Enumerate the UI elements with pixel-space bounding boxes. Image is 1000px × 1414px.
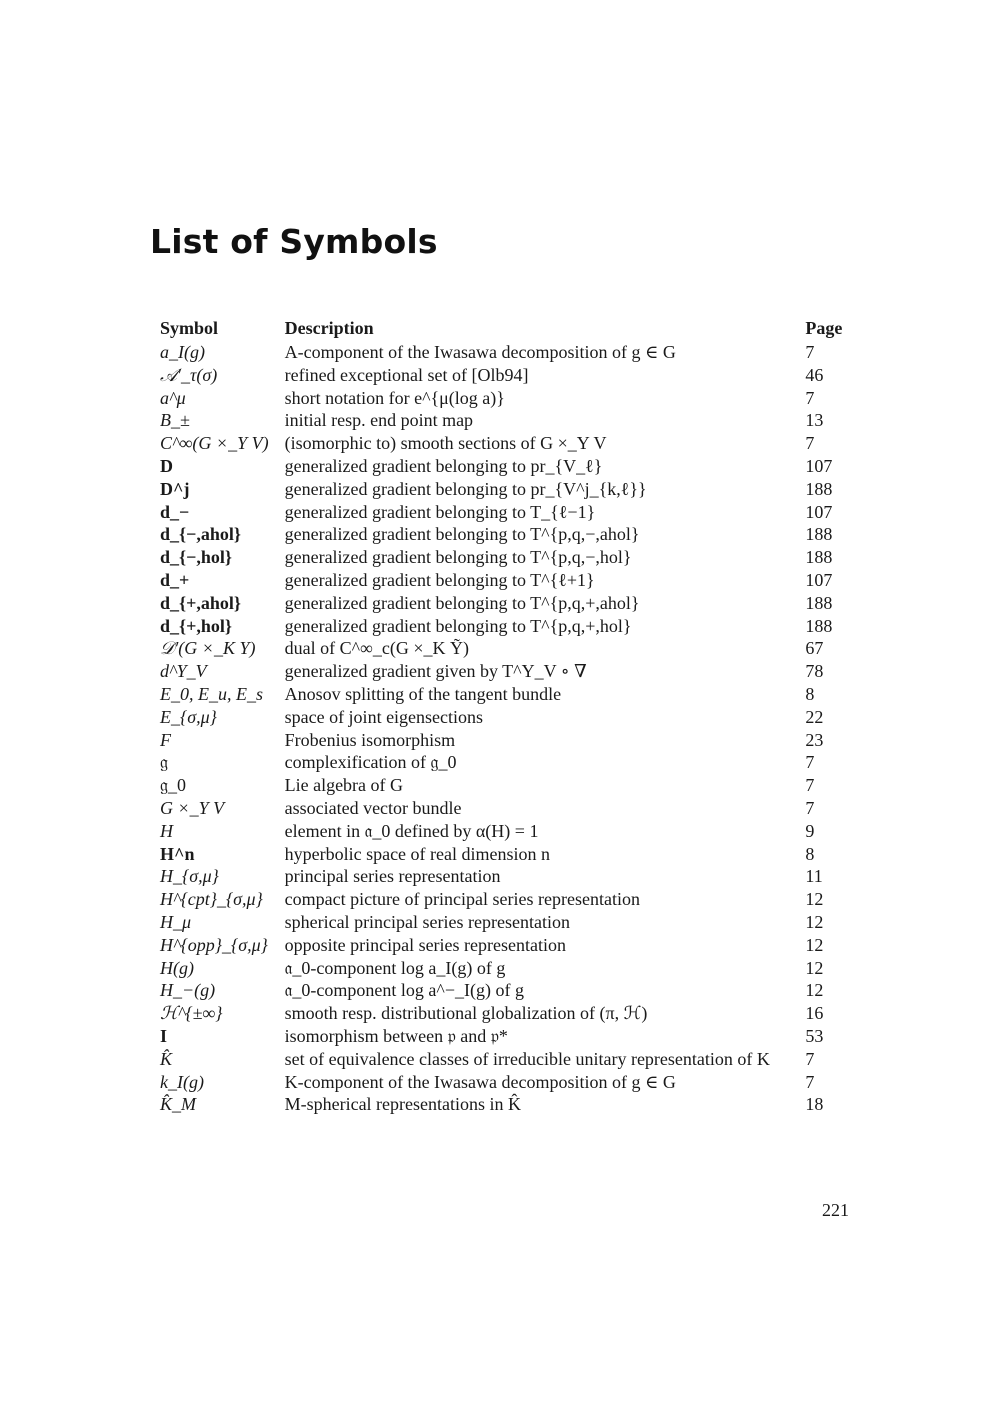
description-cell: short notation for e^{μ(log a)} (284, 387, 505, 408)
table-row (160, 637, 860, 660)
page-cell: 107 (805, 501, 833, 522)
page-cell: 107 (805, 455, 833, 476)
symbol-cell: C^∞(G ×_Υ V) (160, 433, 269, 454)
symbol-cell: a^μ (160, 387, 186, 408)
description-cell: K-component of the Iwasawa decomposition of g ∈ G (284, 1071, 676, 1092)
table-row (160, 478, 860, 501)
page-cell: 67 (805, 638, 824, 659)
table-row (160, 729, 860, 752)
symbol-cell: ℋ^{±∞} (160, 1003, 223, 1024)
description-cell: compact picture of principal series representation (284, 889, 640, 910)
description-cell: Lie algebra of G (284, 775, 404, 796)
page-cell: 7 (805, 433, 815, 454)
description-cell: initial resp. end point map (284, 410, 474, 431)
page-cell: 8 (805, 843, 815, 864)
symbol-table (160, 317, 860, 1116)
page-cell: 188 (805, 615, 833, 636)
page-cell: 8 (805, 683, 815, 704)
symbol-cell: d_{+,hol} (160, 615, 232, 636)
table-row (160, 957, 860, 980)
page-cell: 12 (805, 934, 824, 955)
table-row (160, 774, 860, 797)
symbol-cell: H_{σ,μ} (160, 866, 219, 887)
page-cell: 7 (805, 797, 815, 818)
description-cell: Anosov splitting of the tangent bundle (284, 683, 562, 704)
symbol-cell: d^Y_V (160, 661, 207, 682)
description-cell: complexification of 𝔤_0 (284, 752, 457, 773)
description-cell: hyperbolic space of real dimension n (284, 843, 551, 864)
description-cell: generalized gradient belonging to T^{p,q,+,hol} (284, 615, 632, 636)
page-cell: 107 (805, 569, 833, 590)
page-cell: 188 (805, 524, 833, 545)
table-row (160, 797, 860, 820)
description-cell: spherical principal series representation (284, 911, 570, 932)
symbol-cell: d_{−,hol} (160, 547, 232, 568)
description-cell: generalized gradient given by T^Y_V ∘ ∇ (284, 661, 587, 682)
page-cell: 78 (805, 661, 824, 682)
page-cell: 12 (805, 980, 824, 1001)
page-cell: 9 (805, 820, 815, 841)
symbol-cell: H^{cpt}_{σ,μ} (160, 889, 263, 910)
symbol-cell: E_0, E_u, E_s (160, 683, 263, 704)
description-cell: generalized gradient belonging to T^{p,q,−,hol} (284, 547, 632, 568)
symbol-cell: 𝒟′(G ×_K Y) (160, 638, 256, 659)
description-cell: generalized gradient belonging to T_{ℓ−1} (284, 501, 596, 522)
page-title: List of Symbols (150, 222, 438, 261)
table-row (160, 409, 860, 432)
page-cell: 23 (805, 729, 824, 750)
page-cell: 12 (805, 889, 824, 910)
page-cell: 46 (805, 364, 824, 385)
symbol-cell: H_−(g) (160, 980, 216, 1001)
symbol-cell: K̂_M (160, 1094, 196, 1115)
page-cell: 53 (805, 1025, 824, 1046)
page-cell: 11 (805, 866, 823, 887)
symbol-cell: d_{−,ahol} (160, 524, 241, 545)
description-cell: isomorphism between 𝔭 and 𝔭* (284, 1025, 508, 1046)
page-cell: 7 (805, 387, 815, 408)
table-row (160, 455, 860, 478)
table-row (160, 341, 860, 364)
page-cell: 188 (805, 478, 833, 499)
description-cell: element in 𝔞_0 defined by α(H) = 1 (284, 820, 539, 841)
table-row (160, 387, 860, 410)
description-cell: opposite principal series representation (284, 934, 567, 955)
symbol-cell: H^n (160, 843, 195, 864)
symbol-cell: H (160, 820, 173, 841)
table-row (160, 979, 860, 1002)
table-row (160, 683, 860, 706)
table-row (160, 546, 860, 569)
table-row (160, 569, 860, 592)
table-row (160, 843, 860, 866)
symbol-cell: d_{+,ahol} (160, 592, 241, 613)
table-row (160, 865, 860, 888)
table-row (160, 820, 860, 843)
symbol-cell: k_I(g) (160, 1071, 204, 1092)
description-cell: principal series representation (284, 866, 501, 887)
symbol-cell: d_+ (160, 569, 190, 590)
description-cell: generalized gradient belonging to T^{p,q,−,ahol} (284, 524, 640, 545)
column-header-page: Page (805, 318, 843, 338)
description-cell: generalized gradient belonging to T^{p,q,+,ahol} (284, 592, 640, 613)
symbol-cell: D (160, 455, 173, 476)
page-cell: 188 (805, 547, 833, 568)
description-cell: A-component of the Iwasawa decomposition of g ∈ G (284, 342, 676, 362)
symbol-cell: E_{σ,μ} (160, 706, 217, 727)
symbol-cell: 𝔤 (160, 752, 169, 773)
symbol-cell: H^{opp}_{σ,μ} (160, 934, 268, 955)
table-row (160, 911, 860, 934)
page-cell: 7 (805, 1071, 815, 1092)
table-row (160, 1002, 860, 1025)
symbol-cell: K̂ (160, 1048, 173, 1069)
page-cell: 12 (805, 911, 824, 932)
page-cell: 13 (805, 410, 824, 431)
column-header-symbol: Symbol (160, 318, 219, 338)
symbol-cell: F (160, 729, 171, 750)
symbol-cell: 𝒜′_τ(σ) (160, 364, 218, 385)
description-cell: M-spherical representations in K̂ (284, 1094, 522, 1115)
table-row (160, 592, 860, 615)
description-cell: generalized gradient belonging to T^{ℓ+1} (284, 569, 595, 590)
table-row (160, 660, 860, 683)
table-row (160, 523, 860, 546)
table-row (160, 1071, 860, 1094)
table-row (160, 934, 860, 957)
page-cell: 22 (805, 706, 824, 727)
description-cell: smooth resp. distributional globalization of (π, ℋ) (284, 1003, 648, 1024)
column-header-description: Description (284, 318, 374, 338)
table-row (160, 751, 860, 774)
symbol-cell: a_I(g) (160, 342, 205, 362)
page-cell: 16 (805, 1003, 824, 1024)
description-cell: 𝔞_0-component log a^−_I(g) of g (284, 980, 524, 1001)
table-row (160, 1048, 860, 1071)
page-cell: 7 (805, 342, 815, 362)
table-row (160, 888, 860, 911)
page-cell: 12 (805, 957, 824, 978)
symbol-cell: G ×_Υ V (160, 797, 225, 818)
symbol-cell: d_− (160, 501, 190, 522)
description-cell: (isomorphic to) smooth sections of G ×_Υ V (284, 433, 607, 454)
table-row (160, 364, 860, 387)
page-cell: 7 (805, 775, 815, 796)
table-row (160, 432, 860, 455)
page-number: 221 (822, 1200, 849, 1220)
table-row (160, 706, 860, 729)
table-header-row (160, 317, 860, 341)
symbol-cell: B_± (160, 410, 190, 431)
symbol-cell: I (160, 1025, 168, 1046)
description-cell: refined exceptional set of [Olb94] (284, 364, 529, 385)
symbol-cell: H(g) (160, 957, 194, 978)
symbol-cell: H_μ (160, 911, 192, 932)
description-cell: space of joint eigensections (284, 706, 484, 727)
symbol-cell: D^j (160, 478, 190, 499)
table-row (160, 615, 860, 638)
table-row (160, 501, 860, 524)
description-cell: generalized gradient belonging to pr_{V^j_{k,ℓ}} (284, 478, 647, 499)
description-cell: associated vector bundle (284, 797, 462, 818)
page-cell: 7 (805, 1048, 815, 1069)
symbol-cell: 𝔤_0 (160, 775, 187, 796)
page-cell: 188 (805, 592, 833, 613)
description-cell: dual of C^∞_c(G ×_K Ỹ) (284, 638, 469, 659)
page-cell: 18 (805, 1094, 824, 1115)
table-row (160, 1025, 860, 1048)
description-cell: set of equivalence classes of irreducible unitary representation of K (284, 1048, 770, 1069)
description-cell: generalized gradient belonging to pr_{V_ℓ} (284, 455, 603, 476)
description-cell: Frobenius isomorphism (284, 729, 456, 750)
table-row (160, 1093, 860, 1116)
page-cell: 7 (805, 752, 815, 773)
description-cell: 𝔞_0-component log a_I(g) of g (284, 957, 506, 978)
